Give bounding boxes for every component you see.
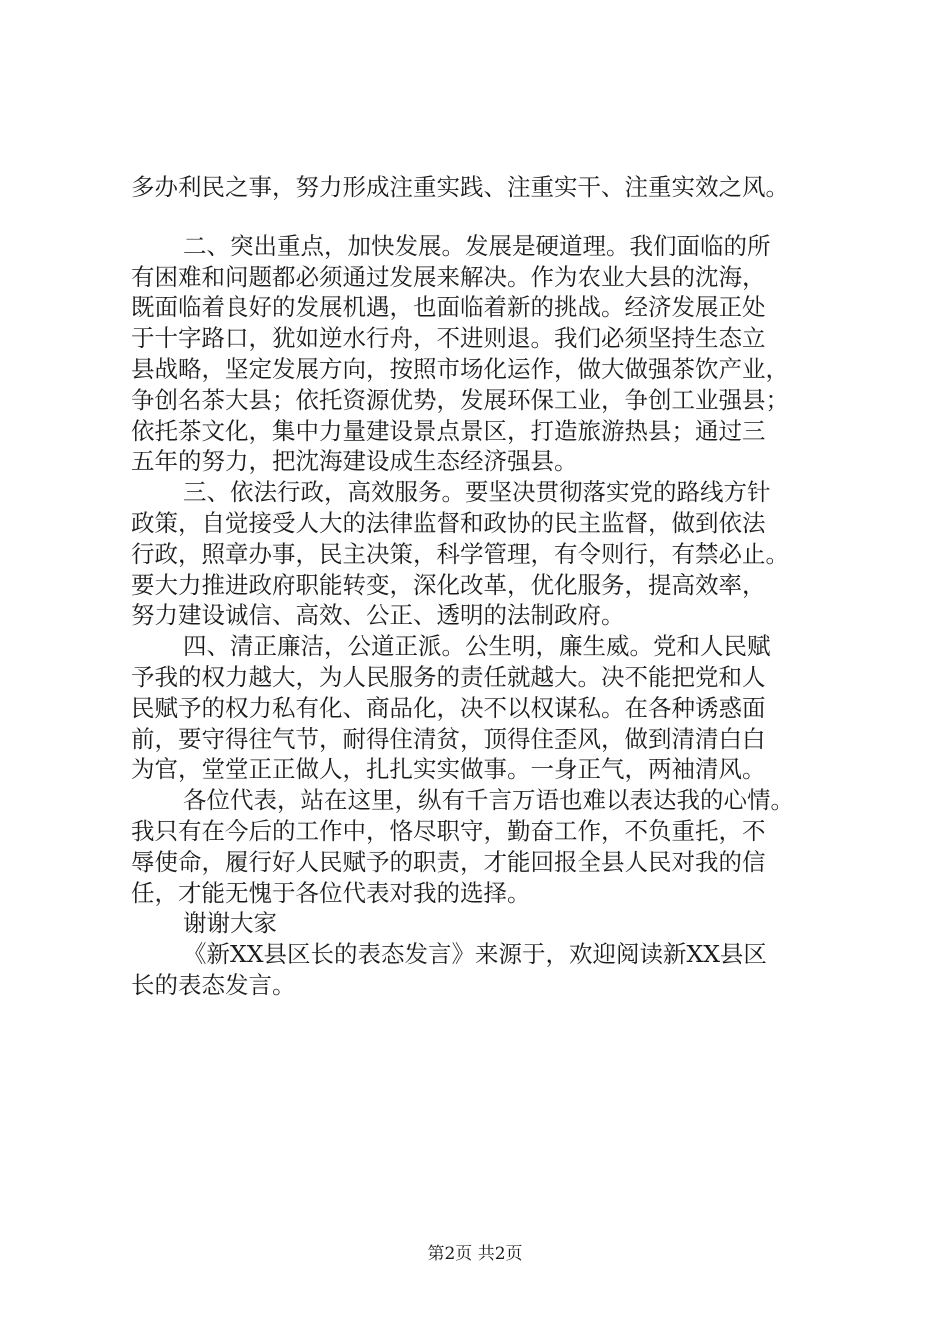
text-line: 争创名茶大县；依托资源优势，发展环保工业，争创工业强县； [131,385,789,414]
text-line: 辱使命，履行好人民赋予的职责，才能回报全县人民对我的信 [131,847,766,876]
source-note-line: 《新XX县区长的表态发言》来源于，欢迎阅读新XX县区 [183,940,767,969]
text-line: 前，要守得往气节，耐得住清贫，顶得住歪风，做到清清白白 [131,724,766,753]
text-line: 县战略，坚定发展方向，按照市场化运作，做大做强茶饮产业， [131,354,789,383]
text-line: 五年的努力，把沈海建设成生态经济强县。 [131,447,578,476]
text-line: 民赋予的权力私有化、商品化，决不以权谋私。在各种诱惑面 [131,693,766,722]
paragraph-heading-line: 二、突出重点，加快发展。发展是硬道理。我们面临的所 [183,231,771,260]
paragraph-start-line: 各位代表，站在这里，纵有千言万语也难以表达我的心情。 [183,786,794,815]
text-line: 多办利民之事，努力形成注重实践、注重实干、注重实效之风。 [131,173,789,201]
text-line: 我只有在今后的工作中，恪尽职守，勤奋工作，不负重托，不 [131,816,766,845]
text-line: 有困难和问题都必须通过发展来解决。作为农业大县的沈海， [131,262,766,291]
document-body [131,172,861,1001]
text-line: 政策，自觉接受人大的法律监督和政协的民主监督，做到依法 [131,508,766,537]
text-line: 任，才能无愧于各位代表对我的选择。 [131,878,531,907]
page-number: 第2页 共2页 [427,1244,523,1264]
text-line: 为官，堂堂正正做人，扎扎实实做事。一身正气，两袖清风。 [131,755,766,784]
text-line: 既面临着良好的发展机遇，也面临着新的挑战。经济发展正处 [131,293,766,322]
paragraph-heading-line: 四、清正廉洁，公道正派。公生明，廉生威。党和人民赋 [183,632,771,661]
text-line: 予我的权力越大，为人民服务的责任就越大。决不能把党和人 [131,662,766,691]
text-line: 要大力推进政府职能转变，深化改革，优化服务，提高效率， [131,570,766,599]
closing-line: 谢谢大家 [183,909,277,938]
text-line: 努力建设诚信、高效、公正、透明的法制政府。 [131,601,625,630]
text-line: 行政，照章办事，民主决策，科学管理，有令则行，有禁必止。 [131,539,789,568]
source-note-line: 长的表态发言。 [131,970,296,999]
paragraph-heading-line: 三、依法行政，高效服务。要坚决贯彻落实党的路线方针 [183,478,771,507]
text-line: 于十字路口，犹如逆水行舟，不进则退。我们必须坚持生态立 [131,324,766,353]
text-line: 依托茶文化，集中力量建设景点景区，打造旅游热县；通过三 [131,416,766,445]
